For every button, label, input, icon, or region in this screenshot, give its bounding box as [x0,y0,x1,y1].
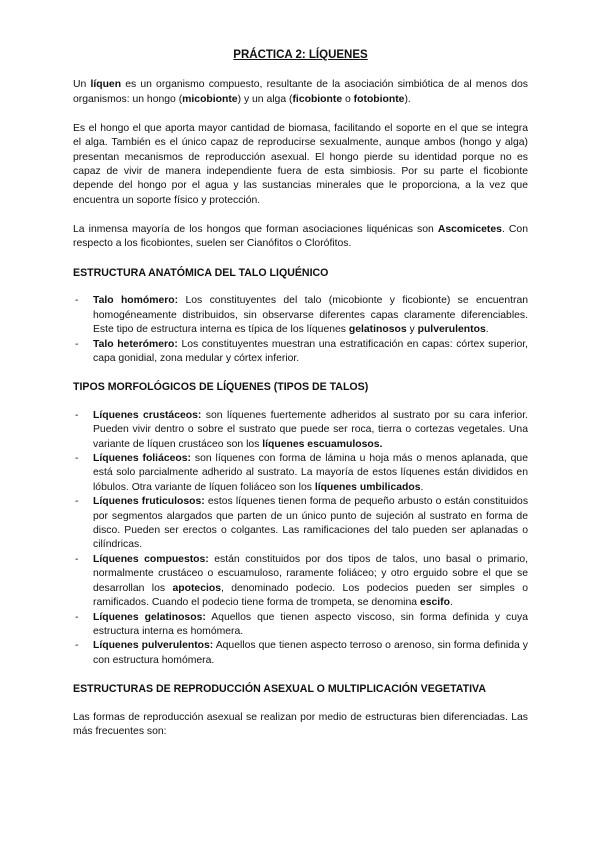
bold-term: Líquenes gelatinosos: [93,611,206,623]
page-title: PRÁCTICA 2: LÍQUENES [233,49,368,61]
bullet-list [73,409,528,668]
bullet-dash: - [75,553,79,565]
bold-term: pulverulentos [417,324,486,336]
sections-container [73,266,528,739]
paragraph: Las formas de reproducción asexual se realizan por medio de estructuras bien diferenciadas. Las más frecuentes son: [73,711,528,737]
bullet-dash: - [75,496,79,508]
list-item: - Líquenes compuestos: están constituidos por dos tipos de talos, uno basal o primario, normalmente crustáceo o escuamuloso, raramente foliáceo; y otro erguido sobre el que se desarrollan los apotecios, denominado podecio. Los podecios pueden ser simples o ramificados. Cuando el podecio tiene forma de trompeta, se denomina escifo. [75,553,528,609]
bold-term: líquenes umbilicados [314,481,421,493]
bold-term: apotecios [172,582,221,594]
list-item: - Talo heterómero: Los constituyentes muestran una estratificación en capas: córtex superior, capa gonidial, zona medular y córtex inferior. [75,338,528,364]
list-item: - Líquenes gelatinosos: Aquellos que tienen aspecto viscoso, sin forma definida y cuya estructura interna es homómera. [75,611,528,637]
bold-term: Líquenes fruticulosos: [93,496,205,508]
bold-term: micobionte [182,93,238,105]
paragraph: La inmensa mayoría de los hongos que forman asociaciones liquénicas son Ascomicetes. Con respecto a los ficobiontes, suelen ser Cianófitos o Clorófitos. [73,223,528,250]
bold-term: Talo homómero: [93,295,179,307]
list-item: - Líquenes crustáceos: son líquenes fuertemente adheridos al sustrato por su cara inferior. Pueden vivir dentro o sobre el sustrato que puede ser roca, tierra o cortezas vegetales. Una variante de líquen crustáceo son los líquenes escuamulosos. [75,409,528,450]
list-item: - Líquenes foliáceos: son líquenes con forma de lámina u hoja más o menos aplanada, que está solo parcialmente adherido al sustrato. La mayoría de estos líquenes están divididos en lóbulos. Otra variante de líquen foliáceo son los líquenes umbilicados. [75,453,528,493]
bold-term: líquen [90,79,122,91]
bullet-list [73,294,528,366]
list-item: - Talo homómero: Los constituyentes del talo (micobionte y ficobionte) se encuentran homogéneamente distribuidos, sin observarse diferentes capas claramente diferenciables. Este tipo de estructura interna es típica de los líquenes gelatinosos y pulverulentos. [75,295,529,336]
bold-term: ficobionte [292,93,343,105]
bold-term: Líquenes pulverulentos: [93,640,214,652]
bullet-dash: - [75,409,79,421]
section-heading: ESTRUCTURAS DE REPRODUCCIÓN ASEXUAL O MULTIPLICACIÓN VEGETATIVA [73,683,486,696]
bullet-dash: - [75,453,79,465]
bullet-dash: - [75,640,79,652]
bold-term: gelatinosos [348,324,407,336]
bold-term: fotobionte [353,93,405,105]
intro-section [73,78,528,251]
section-heading: TIPOS MORFOLÓGICOS DE LÍQUENES (TIPOS DE TALOS) [73,381,369,394]
section-heading: ESTRUCTURA ANATÓMICA DEL TALO LIQUÉNICO [73,266,329,279]
bold-term: Líquenes foliáceos: [93,453,191,465]
bold-term: Ascomicetes [437,223,502,235]
bold-term: escifo [419,597,450,609]
bullet-dash: - [75,295,79,307]
bold-term: líquenes escuamulosos. [262,438,383,450]
list-item: - Líquenes fruticulosos: estos líquenes tienen forma de pequeño arbusto o están constituidos por segmentos alargados que parten de un único punto de sujeción al sustrato en forma de disco. Pueden ser erectos o colgantes. Las ramificaciones del talo pueden ser aplanadas o cilíndricas. [75,496,529,551]
bold-term: Líquenes compuestos: [93,553,209,565]
bullet-dash: - [75,611,79,623]
paragraph: Es el hongo el que aporta mayor cantidad de biomasa, facilitando el soporte en el que se integra el alga. También es el único capaz de reproducirse sexualmente, aunque ambos (hongo y alga) presentan mecanismos de reproducción asexual. El hongo pierde su identidad porque no es capaz de vivir de manera independiente fuera de esta simbiosis. Por su parte el ficobionte depende del hongo por el agua y las sustancias minerales que le proporciona, a la vez que encuentra un soporte físico y protección. [73,122,528,206]
bold-term: Líquenes crustáceos: [93,409,202,421]
list-item: - Líquenes pulverulentos: Aquellos que tienen aspecto terroso o arenoso, sin forma definida y con estructura homómera. [75,640,528,666]
bold-term: Talo heterómero: [93,338,178,350]
paragraph: Un líquen es un organismo compuesto, resultante de la asociación simbiótica de al menos dos organismos: un hongo (micobionte) y un alga (ficobionte o fotobionte). [73,79,528,105]
document-page [73,48,528,754]
bullet-dash: - [75,338,79,350]
